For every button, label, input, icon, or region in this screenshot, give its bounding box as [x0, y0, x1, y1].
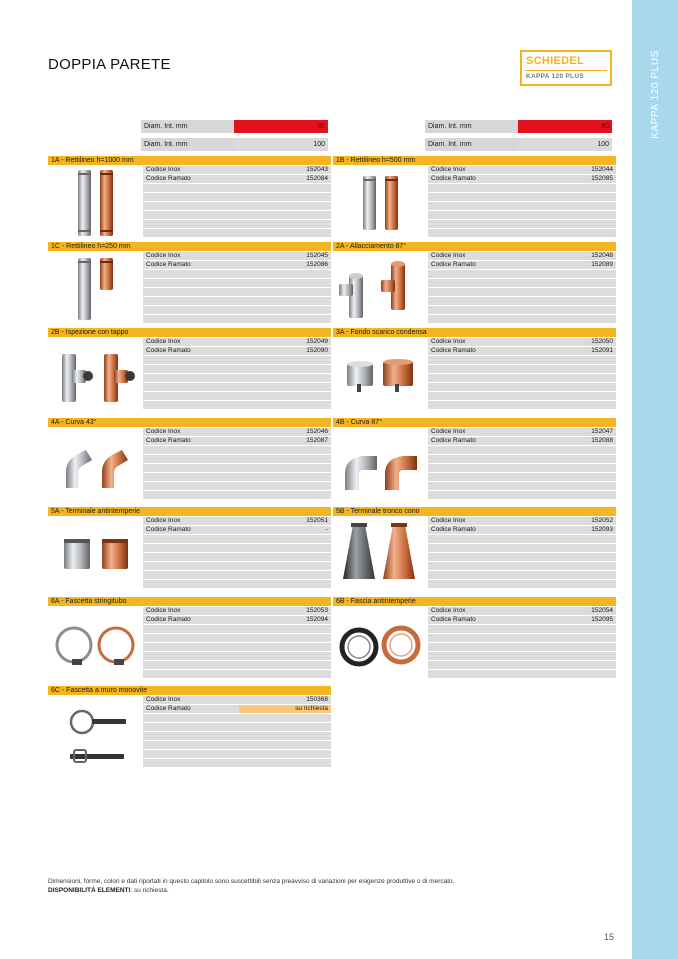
page-number: 15 — [604, 932, 615, 942]
code-row — [143, 607, 331, 615]
product-title: 5A - Terminale antintemperie — [48, 507, 331, 516]
code-value: - — [325, 526, 328, 533]
code-value: 152094 — [306, 616, 328, 623]
tall-straight-pipes-icon — [50, 168, 140, 238]
code-value: 152090 — [306, 347, 328, 354]
product-title: 6C - Fascetta a muro monovite — [48, 686, 331, 695]
code-value: 152048 — [591, 252, 613, 259]
code-value: 150368 — [306, 696, 328, 703]
footnote-disclaimer: Dimensioni, forme, colori e dati riportati in questo capitolo sono suscettibili senza preavviso di variazioni per esigenze produttive o di mercato. — [48, 878, 455, 885]
code-label: Codice Ramato — [431, 261, 476, 268]
wall-bracket-icon — [50, 698, 140, 768]
code-label: Codice Ramato — [431, 526, 476, 533]
elbow-87-icon — [335, 430, 425, 500]
code-label: Codice Ramato — [146, 526, 191, 533]
product-title: 5B - Terminale tronco cono — [333, 507, 616, 516]
code-value: 152054 — [591, 607, 613, 614]
code-row — [428, 338, 616, 346]
page-title: DOPPIA PARETE — [48, 56, 171, 73]
code-row — [143, 252, 331, 260]
code-value: 152085 — [591, 175, 613, 182]
diam-table-left — [141, 120, 328, 156]
cone-terminal-icon — [335, 519, 425, 589]
diam-row — [141, 120, 328, 133]
code-row — [143, 696, 331, 704]
code-value: 152053 — [306, 607, 328, 614]
code-value: 152045 — [306, 252, 328, 259]
code-label: Codice Inox — [146, 428, 181, 435]
product-6a — [48, 597, 331, 681]
code-row — [143, 428, 331, 436]
diam-table-right — [425, 120, 612, 156]
side-band — [632, 0, 678, 959]
condensate-drain-icon — [335, 340, 425, 410]
weather-terminal-icon — [50, 519, 140, 589]
footnote-availability: DISPONIBILITÀ ELEMENTI: su richiesta. — [48, 887, 169, 894]
code-row — [428, 347, 616, 355]
code-value: 152049 — [306, 338, 328, 345]
side-label: KAPPA 120 PLUS — [649, 49, 661, 139]
code-row — [428, 437, 616, 445]
code-label: Codice Inox — [431, 517, 466, 524]
product-1a — [48, 156, 331, 240]
code-value: 152095 — [591, 616, 613, 623]
straight-pipes-icon — [335, 168, 425, 238]
code-value: 152088 — [591, 437, 613, 444]
code-row — [428, 428, 616, 436]
code-table — [143, 166, 331, 238]
code-row — [428, 616, 616, 624]
product-6b — [333, 597, 616, 681]
product-title: 2A - Allacciamento 87° — [333, 242, 616, 251]
diam-label: Diam. Int. mm — [425, 120, 518, 133]
code-table — [428, 338, 616, 410]
product-title: 6A - Fascetta stringitubo — [48, 597, 331, 606]
product-2a — [333, 242, 616, 326]
code-label: Codice Ramato — [431, 616, 476, 623]
product-title: 1B - Rettilineo h=500 mm — [333, 156, 616, 165]
code-label: Codice Inox — [146, 607, 181, 614]
code-table — [143, 517, 331, 589]
short-straight-pipes-icon — [50, 254, 140, 324]
product-3a — [333, 328, 616, 412]
code-label: Codice Inox — [146, 517, 181, 524]
storm-collar-icon — [335, 609, 425, 679]
product-title: 4A - Curva 43° — [48, 418, 331, 427]
diam-row — [141, 138, 328, 151]
code-value: 152091 — [591, 347, 613, 354]
code-label: Codice Ramato — [146, 616, 191, 623]
product-1b — [333, 156, 616, 240]
code-label: Codice Inox — [431, 607, 466, 614]
code-label: Codice Inox — [431, 166, 466, 173]
code-value: 152093 — [591, 526, 613, 533]
code-table — [428, 252, 616, 324]
code-row — [428, 607, 616, 615]
code-label: Codice Inox — [431, 252, 466, 259]
code-label: Codice Inox — [431, 338, 466, 345]
code-value: 152052 — [591, 517, 613, 524]
product-2b — [48, 328, 331, 412]
code-value: 152087 — [306, 437, 328, 444]
tee-connection-icon — [335, 254, 425, 324]
product-title: 4B - Curva 87° — [333, 418, 616, 427]
code-table — [428, 517, 616, 589]
code-label: Codice Inox — [431, 428, 466, 435]
footnote — [48, 877, 454, 895]
code-row — [143, 175, 331, 183]
code-table — [143, 607, 331, 679]
product-5b — [333, 507, 616, 591]
code-value: 152051 — [306, 517, 328, 524]
code-table — [428, 428, 616, 500]
brand-sub: KAPPA 120 PLUS — [526, 73, 585, 80]
code-label: Codice Inox — [146, 696, 181, 703]
code-row — [428, 261, 616, 269]
diam-label: Diam. Int. mm — [141, 138, 234, 151]
product-title: 3A - Fondo scarico condensa — [333, 328, 616, 337]
brand-name: SCHIEDEL — [526, 55, 585, 67]
code-label: Codice Ramato — [146, 175, 191, 182]
code-row — [143, 437, 331, 445]
product-6c — [48, 686, 331, 770]
code-value: su richiesta — [239, 705, 331, 713]
code-row — [428, 175, 616, 183]
diam-value: 80 — [518, 120, 612, 133]
diam-value: 100 — [518, 138, 612, 151]
diam-value: 80 — [234, 120, 328, 133]
code-row — [428, 252, 616, 260]
code-value: 152047 — [591, 428, 613, 435]
code-table — [143, 428, 331, 500]
code-row — [143, 616, 331, 624]
code-value: 152084 — [306, 175, 328, 182]
code-table — [143, 252, 331, 324]
code-row — [143, 347, 331, 355]
diam-label: Diam. Int. mm — [141, 120, 234, 133]
product-4b — [333, 418, 616, 502]
product-5a — [48, 507, 331, 591]
code-row — [428, 526, 616, 534]
code-value: 152046 — [306, 428, 328, 435]
code-label: Codice Ramato — [431, 347, 476, 354]
elbow-43-icon — [50, 430, 140, 500]
code-value: 152043 — [306, 166, 328, 173]
product-title: 2B - Ispezione con tappo — [48, 328, 331, 337]
code-row — [143, 705, 331, 713]
code-value: 152086 — [306, 261, 328, 268]
code-label: Codice Ramato — [146, 705, 191, 712]
code-row — [428, 166, 616, 174]
code-label: Codice Ramato — [146, 437, 191, 444]
code-row — [143, 261, 331, 269]
code-label: Codice Inox — [146, 252, 181, 259]
code-value: 152050 — [591, 338, 613, 345]
diam-row — [425, 120, 612, 133]
inspection-tee-icon — [50, 340, 140, 410]
code-table — [428, 607, 616, 679]
code-label: Codice Ramato — [431, 437, 476, 444]
code-table — [143, 338, 331, 410]
diam-value: 100 — [234, 138, 328, 151]
code-row — [143, 166, 331, 174]
code-label: Codice Ramato — [146, 261, 191, 268]
product-title: 1A - Rettilineo h=1000 mm — [48, 156, 331, 165]
code-value: 152044 — [591, 166, 613, 173]
code-label: Codice Inox — [146, 166, 181, 173]
code-label: Codice Ramato — [431, 175, 476, 182]
code-row — [428, 517, 616, 525]
diam-label: Diam. Int. mm — [425, 138, 518, 151]
product-4a — [48, 418, 331, 502]
pipe-clamp-icon — [50, 609, 140, 679]
product-title: 6B - Fascia antintemperie — [333, 597, 616, 606]
brand-logo — [520, 50, 612, 86]
code-label: Codice Ramato — [146, 347, 191, 354]
code-label: Codice Inox — [146, 338, 181, 345]
code-value: 152089 — [591, 261, 613, 268]
code-row — [143, 526, 331, 534]
diam-row — [425, 138, 612, 151]
code-row — [143, 517, 331, 525]
product-1c — [48, 242, 331, 326]
code-table — [143, 696, 331, 768]
code-row — [143, 338, 331, 346]
code-table — [428, 166, 616, 238]
product-title: 1C - Rettilineo h=250 mm — [48, 242, 331, 251]
